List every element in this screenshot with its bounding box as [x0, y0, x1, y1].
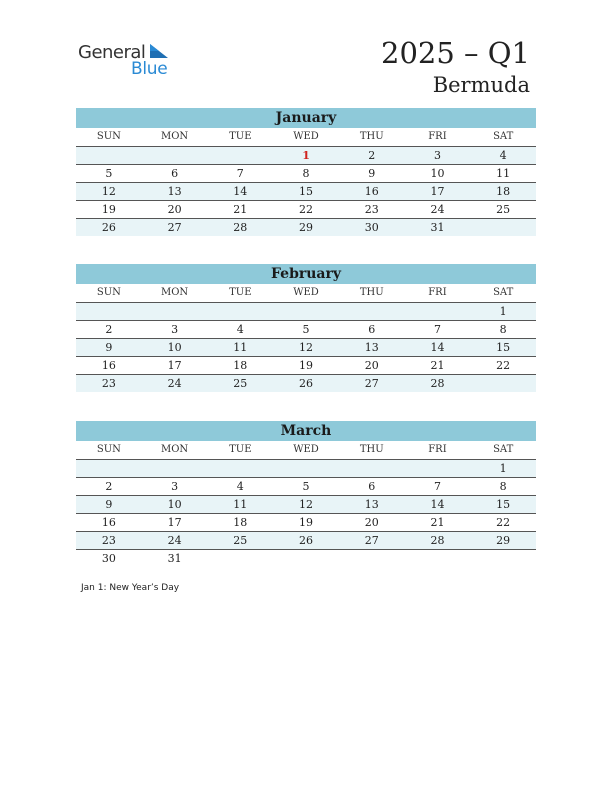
- day-cell: 11: [233, 341, 248, 354]
- day-cell: 12: [299, 498, 314, 511]
- day-cell: 3: [171, 323, 179, 336]
- day-cell: [207, 147, 273, 164]
- day-cell: 22: [496, 359, 511, 372]
- weekday-label: SUN: [96, 444, 121, 455]
- day-cell: 3: [171, 480, 179, 493]
- week-row: [76, 532, 536, 550]
- day-cell: 9: [105, 341, 113, 354]
- day-cell: 9: [105, 498, 113, 511]
- day-cell: 5: [105, 167, 113, 180]
- day-cell: 14: [430, 498, 445, 511]
- weekday-label: THU: [359, 444, 384, 455]
- day-cell: [76, 460, 142, 477]
- day-cell: 20: [364, 359, 379, 372]
- day-cell: 24: [430, 203, 445, 216]
- day-cell: 23: [101, 534, 116, 547]
- day-cell: 13: [167, 185, 182, 198]
- day-cell: 22: [496, 516, 511, 529]
- week-row: [76, 147, 536, 165]
- weekday-label: WED: [293, 287, 319, 298]
- day-cell: 17: [430, 185, 445, 198]
- day-cell: 18: [233, 359, 248, 372]
- day-cell: 15: [299, 185, 314, 198]
- day-cell: 26: [299, 534, 314, 547]
- weekday-label: SAT: [493, 131, 514, 142]
- day-cell: 1: [499, 462, 507, 475]
- day-cell: 1: [499, 305, 507, 318]
- day-cell: 24: [167, 534, 182, 547]
- day-cell: [470, 375, 536, 392]
- day-cell: [76, 303, 142, 320]
- day-cell: 7: [433, 323, 441, 336]
- day-cell: 18: [496, 185, 511, 198]
- day-cell: 27: [167, 221, 182, 234]
- weekday-label: TUE: [229, 444, 252, 455]
- day-cell: [470, 219, 536, 236]
- day-cell: 2: [368, 149, 376, 162]
- week-row: [76, 514, 536, 532]
- day-cell: [339, 303, 405, 320]
- day-cell: 19: [299, 516, 314, 529]
- day-cell: 30: [364, 221, 379, 234]
- weekday-label: MON: [160, 131, 189, 142]
- day-cell: 31: [167, 552, 182, 565]
- day-cell: [470, 550, 536, 567]
- generalblue-logo: [78, 40, 188, 80]
- day-cell: 5: [302, 323, 310, 336]
- day-cell: 10: [167, 498, 182, 511]
- day-cell: [339, 460, 405, 477]
- logo-triangle-icon: [148, 42, 170, 60]
- week-row: [76, 478, 536, 496]
- day-cell: 6: [368, 480, 376, 493]
- day-cell: 19: [101, 203, 116, 216]
- weekday-header-row: [76, 284, 536, 303]
- page-title: 2025 – Q1: [381, 36, 530, 70]
- day-cell: 7: [236, 167, 244, 180]
- day-cell: [339, 550, 405, 567]
- day-cell: 28: [430, 534, 445, 547]
- day-cell: 29: [299, 221, 314, 234]
- day-cell: [142, 303, 208, 320]
- holiday-notes: [81, 583, 179, 593]
- day-cell: [405, 550, 471, 567]
- week-row: [76, 460, 536, 478]
- day-cell: 13: [364, 341, 379, 354]
- day-cell: [207, 550, 273, 567]
- holiday-note: Jan 1: New Year’s Day: [81, 583, 180, 593]
- month-title: March: [76, 421, 536, 441]
- day-cell: [207, 303, 273, 320]
- day-cell: 21: [430, 359, 445, 372]
- day-cell: 24: [167, 377, 182, 390]
- day-cell: 14: [430, 341, 445, 354]
- weekday-label: SUN: [96, 287, 121, 298]
- day-cell: 6: [171, 167, 179, 180]
- day-cell: 11: [496, 167, 511, 180]
- weekday-label: MON: [160, 287, 189, 298]
- day-cell: 22: [299, 203, 314, 216]
- day-cell: 4: [499, 149, 507, 162]
- day-cell: 27: [364, 534, 379, 547]
- day-cell: 16: [101, 516, 116, 529]
- day-cell: 18: [233, 516, 248, 529]
- day-cell: 23: [364, 203, 379, 216]
- day-cell: [76, 147, 142, 164]
- day-cell: 2: [105, 480, 113, 493]
- week-row: [76, 375, 536, 392]
- week-row: [76, 201, 536, 219]
- logo-text-blue: Blue: [131, 59, 168, 79]
- week-row: [76, 339, 536, 357]
- day-cell: [405, 303, 471, 320]
- day-cell: 20: [167, 203, 182, 216]
- day-cell: [273, 550, 339, 567]
- day-cell: 16: [364, 185, 379, 198]
- weekday-label: MON: [160, 444, 189, 455]
- day-cell: 6: [368, 323, 376, 336]
- weekday-label: SUN: [96, 131, 121, 142]
- logo-text-general: General: [78, 42, 146, 63]
- day-cell: [273, 303, 339, 320]
- day-cell: 31: [430, 221, 445, 234]
- day-cell: [405, 460, 471, 477]
- month-title: February: [76, 264, 536, 284]
- day-cell: 21: [430, 516, 445, 529]
- month-title: January: [76, 108, 536, 128]
- week-row: [76, 165, 536, 183]
- day-cell: 8: [302, 167, 310, 180]
- day-cell: 11: [233, 498, 248, 511]
- day-cell: 27: [364, 377, 379, 390]
- day-cell: 10: [167, 341, 182, 354]
- day-cell: 2: [105, 323, 113, 336]
- day-cell: [207, 460, 273, 477]
- day-cell: 25: [233, 377, 248, 390]
- day-cell: 10: [430, 167, 445, 180]
- weekday-header-row: [76, 441, 536, 460]
- day-cell: 26: [299, 377, 314, 390]
- week-row: [76, 550, 536, 567]
- week-row: [76, 321, 536, 339]
- day-cell: 8: [499, 480, 507, 493]
- week-row: [76, 496, 536, 514]
- weekday-label: TUE: [229, 287, 252, 298]
- day-cell: 7: [433, 480, 441, 493]
- country-name: Bermuda: [432, 73, 530, 97]
- day-cell: 30: [101, 552, 116, 565]
- holiday-day-cell: 1: [302, 149, 310, 162]
- weekday-label: SAT: [493, 287, 514, 298]
- day-cell: 20: [364, 516, 379, 529]
- day-cell: 15: [496, 341, 511, 354]
- weekday-label: FRI: [428, 444, 447, 455]
- day-cell: 12: [299, 341, 314, 354]
- day-cell: 3: [433, 149, 441, 162]
- day-cell: 16: [101, 359, 116, 372]
- day-cell: [273, 460, 339, 477]
- day-cell: 15: [496, 498, 511, 511]
- day-cell: [142, 147, 208, 164]
- day-cell: 17: [167, 359, 182, 372]
- month-february: [76, 264, 536, 392]
- day-cell: 19: [299, 359, 314, 372]
- month-march: [76, 421, 536, 567]
- weekday-label: WED: [293, 444, 319, 455]
- week-row: [76, 357, 536, 375]
- weekday-label: THU: [359, 287, 384, 298]
- day-cell: 4: [236, 480, 244, 493]
- day-cell: 25: [496, 203, 511, 216]
- day-cell: 21: [233, 203, 248, 216]
- day-cell: 13: [364, 498, 379, 511]
- weekday-label: TUE: [229, 131, 252, 142]
- day-cell: 28: [233, 221, 248, 234]
- week-row: [76, 183, 536, 201]
- day-cell: 4: [236, 323, 244, 336]
- day-cell: 9: [368, 167, 376, 180]
- day-cell: [142, 460, 208, 477]
- day-cell: 5: [302, 480, 310, 493]
- weekday-label: FRI: [428, 131, 447, 142]
- day-cell: 23: [101, 377, 116, 390]
- day-cell: 12: [101, 185, 116, 198]
- weekday-label: WED: [293, 131, 319, 142]
- day-cell: 14: [233, 185, 248, 198]
- day-cell: 26: [101, 221, 116, 234]
- weekday-label: FRI: [428, 287, 447, 298]
- day-cell: 25: [233, 534, 248, 547]
- day-cell: 28: [430, 377, 445, 390]
- day-cell: 29: [496, 534, 511, 547]
- weekday-label: SAT: [493, 444, 514, 455]
- weekday-label: THU: [359, 131, 384, 142]
- week-row: [76, 219, 536, 236]
- day-cell: 17: [167, 516, 182, 529]
- weekday-header-row: [76, 128, 536, 147]
- day-cell: 8: [499, 323, 507, 336]
- week-row: [76, 303, 536, 321]
- month-january: [76, 108, 536, 236]
